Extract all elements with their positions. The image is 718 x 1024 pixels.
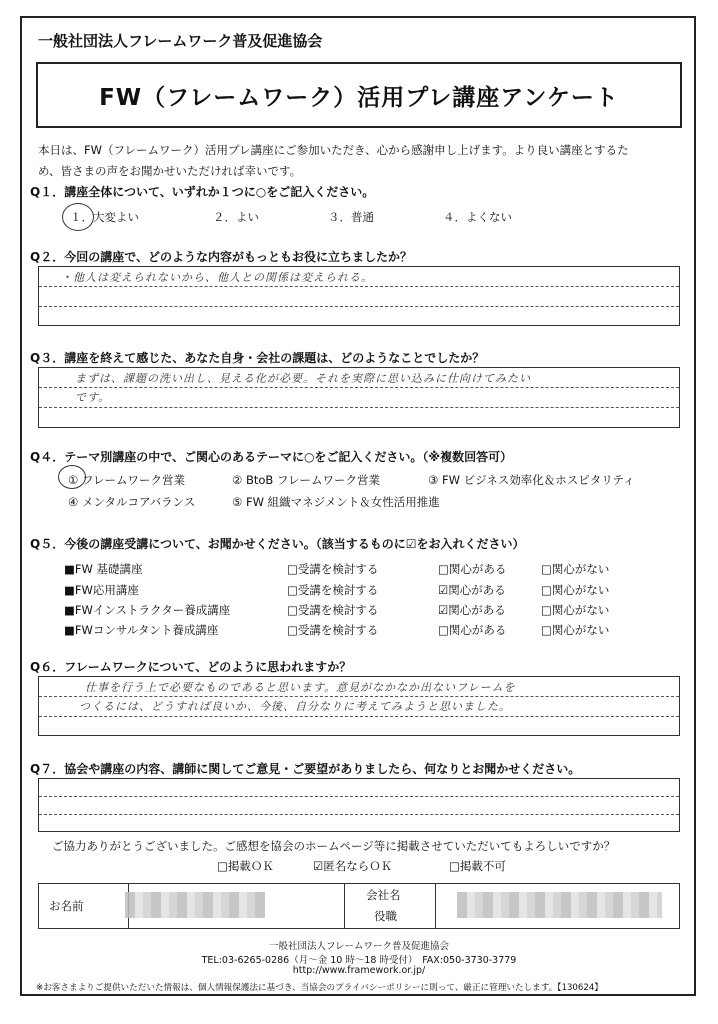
consent-question: ご協力ありがとうございました。ご感想を協会のホームページ等に掲載させていただいてもよろしいですか？	[52, 839, 616, 853]
q7-answer-box[interactable]	[38, 778, 680, 832]
footer-org: 一般社団法人フレームワーク普及促進協会	[268, 941, 450, 952]
q2-answer-box[interactable]	[38, 266, 680, 326]
q4-option-2-num: ②	[232, 473, 243, 487]
q4-option-5[interactable]	[232, 494, 440, 510]
consent-option-anonymous[interactable]: ☑匿名ならＯＫ	[313, 859, 393, 873]
q5-row-3-not-interested[interactable]: □関心がない	[541, 603, 610, 617]
q1-option-3[interactable]: ３．普通	[328, 210, 374, 224]
q5-row-4-not-interested[interactable]: □関心がない	[541, 623, 610, 637]
q4-label: Q４．テーマ別講座の中で、ご関心のあるテーマに○をご記入ください。（※複数回答可）	[30, 450, 513, 464]
q7-dashed-line	[39, 814, 679, 815]
intro-line-2: め、皆さまの声をお聞かせいただければ幸いです。	[38, 164, 302, 178]
consent-option-no[interactable]: □掲載不可	[449, 859, 506, 873]
q5-row-name: ■FWインストラクター養成講座	[64, 603, 231, 617]
q4-option-2[interactable]	[232, 472, 380, 488]
name-label: お名前	[49, 899, 84, 913]
q2-label: Q２．今回の講座で、どのような内容がもっともお役に立ちましたか？	[30, 250, 412, 264]
table-divider	[435, 884, 436, 928]
intro-line-1: 本日は、FW（フレームワーク）活用プレ講座にご参加いただき、心から感謝申し上げます。より良い講座とするた	[38, 143, 629, 157]
q6-handwritten-line-1: 仕事を行う上で必要なものであると思います。意見がなかなか出ないフレームを	[85, 681, 516, 694]
q3-label: Q３．講座を終えて感じた、あなた自身・会社の課題は、どのようなことでしたか？	[30, 351, 485, 365]
q1-option-4[interactable]: ４．よくない	[443, 210, 512, 224]
q5-row-1-not-interested[interactable]: □関心がない	[541, 562, 610, 576]
q3-handwritten-line-1: まずは、課題の洗い出し、見える化が必要。それを実際に思い込みに仕向けてみたい	[75, 372, 531, 385]
q6-answer-box[interactable]	[38, 676, 680, 736]
q4-option-5-num: ⑤	[232, 495, 243, 509]
table-divider	[344, 884, 345, 928]
q4-option-4-num: ④	[68, 495, 79, 509]
q5-row-4-consider[interactable]: □受講を検討する	[287, 623, 379, 637]
q7-dashed-line	[39, 796, 679, 797]
q5-label: Q５．今後の講座受講について、お聞かせください。（該当するものに☑をお入れください）	[30, 537, 525, 551]
name-redacted-field[interactable]	[125, 892, 265, 918]
q4-option-3[interactable]	[428, 472, 635, 488]
q4-option-1-num: ①	[68, 473, 79, 487]
q4-option-2-text: BtoB フレームワーク営業	[245, 473, 380, 487]
company-label: 会社名	[366, 888, 401, 902]
q4-option-5-text: FW 組織マネジメント＆女性活用推進	[245, 495, 440, 509]
q7-label: Q７．協会や講座の内容、講師に関してご意見・ご要望がありましたら、何なりとお聞かせください。	[30, 762, 581, 776]
q3-dashed-line	[39, 387, 679, 388]
footer-contact: TEL:03-6265-0286（月～金 10 時～18 時受付） FAX:050-3730-3779	[201, 955, 517, 966]
q4-option-3-num: ③	[428, 473, 439, 487]
consent-option-ok[interactable]: □掲載ＯＫ	[217, 859, 274, 873]
name-company-table	[38, 883, 680, 929]
q1-selected-circle	[62, 203, 94, 231]
privacy-notice: ※お客さまよりご提供いただいた情報は、個人情報保護法に基づき、当協会のプライバシーポリシーに則って、厳正に管理いたします。【130624】	[36, 983, 603, 993]
q5-row-name: ■FW応用講座	[64, 583, 139, 597]
q5-row-1-consider[interactable]: □受講を検討する	[287, 562, 379, 576]
survey-title: FW（フレームワーク）活用プレ講座アンケート	[99, 84, 619, 111]
org-name: 一般社団法人フレームワーク普及促進協会	[38, 32, 323, 50]
q6-handwritten-line-2: つくるには、どうすれば良いか、今後、自分なりに考えてみようと思いました。	[79, 700, 511, 713]
q5-row-4-interested[interactable]: □関心がある	[438, 623, 507, 637]
footer-url[interactable]: http://www.framework.or.jp/	[292, 965, 426, 976]
q2-handwritten-answer: ・他人は変えられないから、他人との関係は変えられる。	[61, 271, 373, 284]
q5-row-name: ■FW 基礎講座	[64, 562, 143, 576]
q4-option-4-text: メンタルコアバランス	[81, 495, 196, 509]
q4-option-1-text: フレームワーク営業	[81, 473, 186, 487]
company-redacted-field[interactable]	[457, 892, 662, 918]
q5-row-3-interested[interactable]: ☑関心がある	[438, 603, 506, 617]
q6-dashed-line	[39, 716, 679, 717]
q6-dashed-line	[39, 696, 679, 697]
q3-dashed-line	[39, 407, 679, 408]
q5-row-2-not-interested[interactable]: □関心がない	[541, 583, 610, 597]
q6-label: Q６．フレームワークについて、どのように思われますか？	[30, 660, 352, 674]
q3-answer-box[interactable]	[38, 367, 680, 428]
q4-option-1[interactable]	[68, 472, 185, 488]
q1-label: Q１．講座全体について、いずれか１つに○をご記入ください。	[30, 185, 375, 199]
q5-row-1-interested[interactable]: □関心がある	[438, 562, 507, 576]
q4-option-4[interactable]	[68, 494, 195, 510]
q5-row-2-consider[interactable]: □受講を検討する	[287, 583, 379, 597]
survey-title-box	[36, 62, 682, 128]
q1-option-1[interactable]: １．大変よい	[70, 210, 139, 224]
q5-row-name: ■FWコンサルタント養成講座	[64, 623, 219, 637]
q3-handwritten-line-2: です。	[75, 391, 111, 404]
intro-text	[38, 140, 678, 182]
q4-option-3-text: FW ビジネス効率化＆ホスピタリティ	[441, 473, 635, 487]
q1-option-2[interactable]: ２．よい	[213, 210, 259, 224]
q2-dashed-line	[39, 306, 679, 307]
q5-row-3-consider[interactable]: □受講を検討する	[287, 603, 379, 617]
q2-dashed-line	[39, 286, 679, 287]
q5-row-2-interested[interactable]: ☑関心がある	[438, 583, 506, 597]
role-label: 役職	[374, 909, 397, 923]
